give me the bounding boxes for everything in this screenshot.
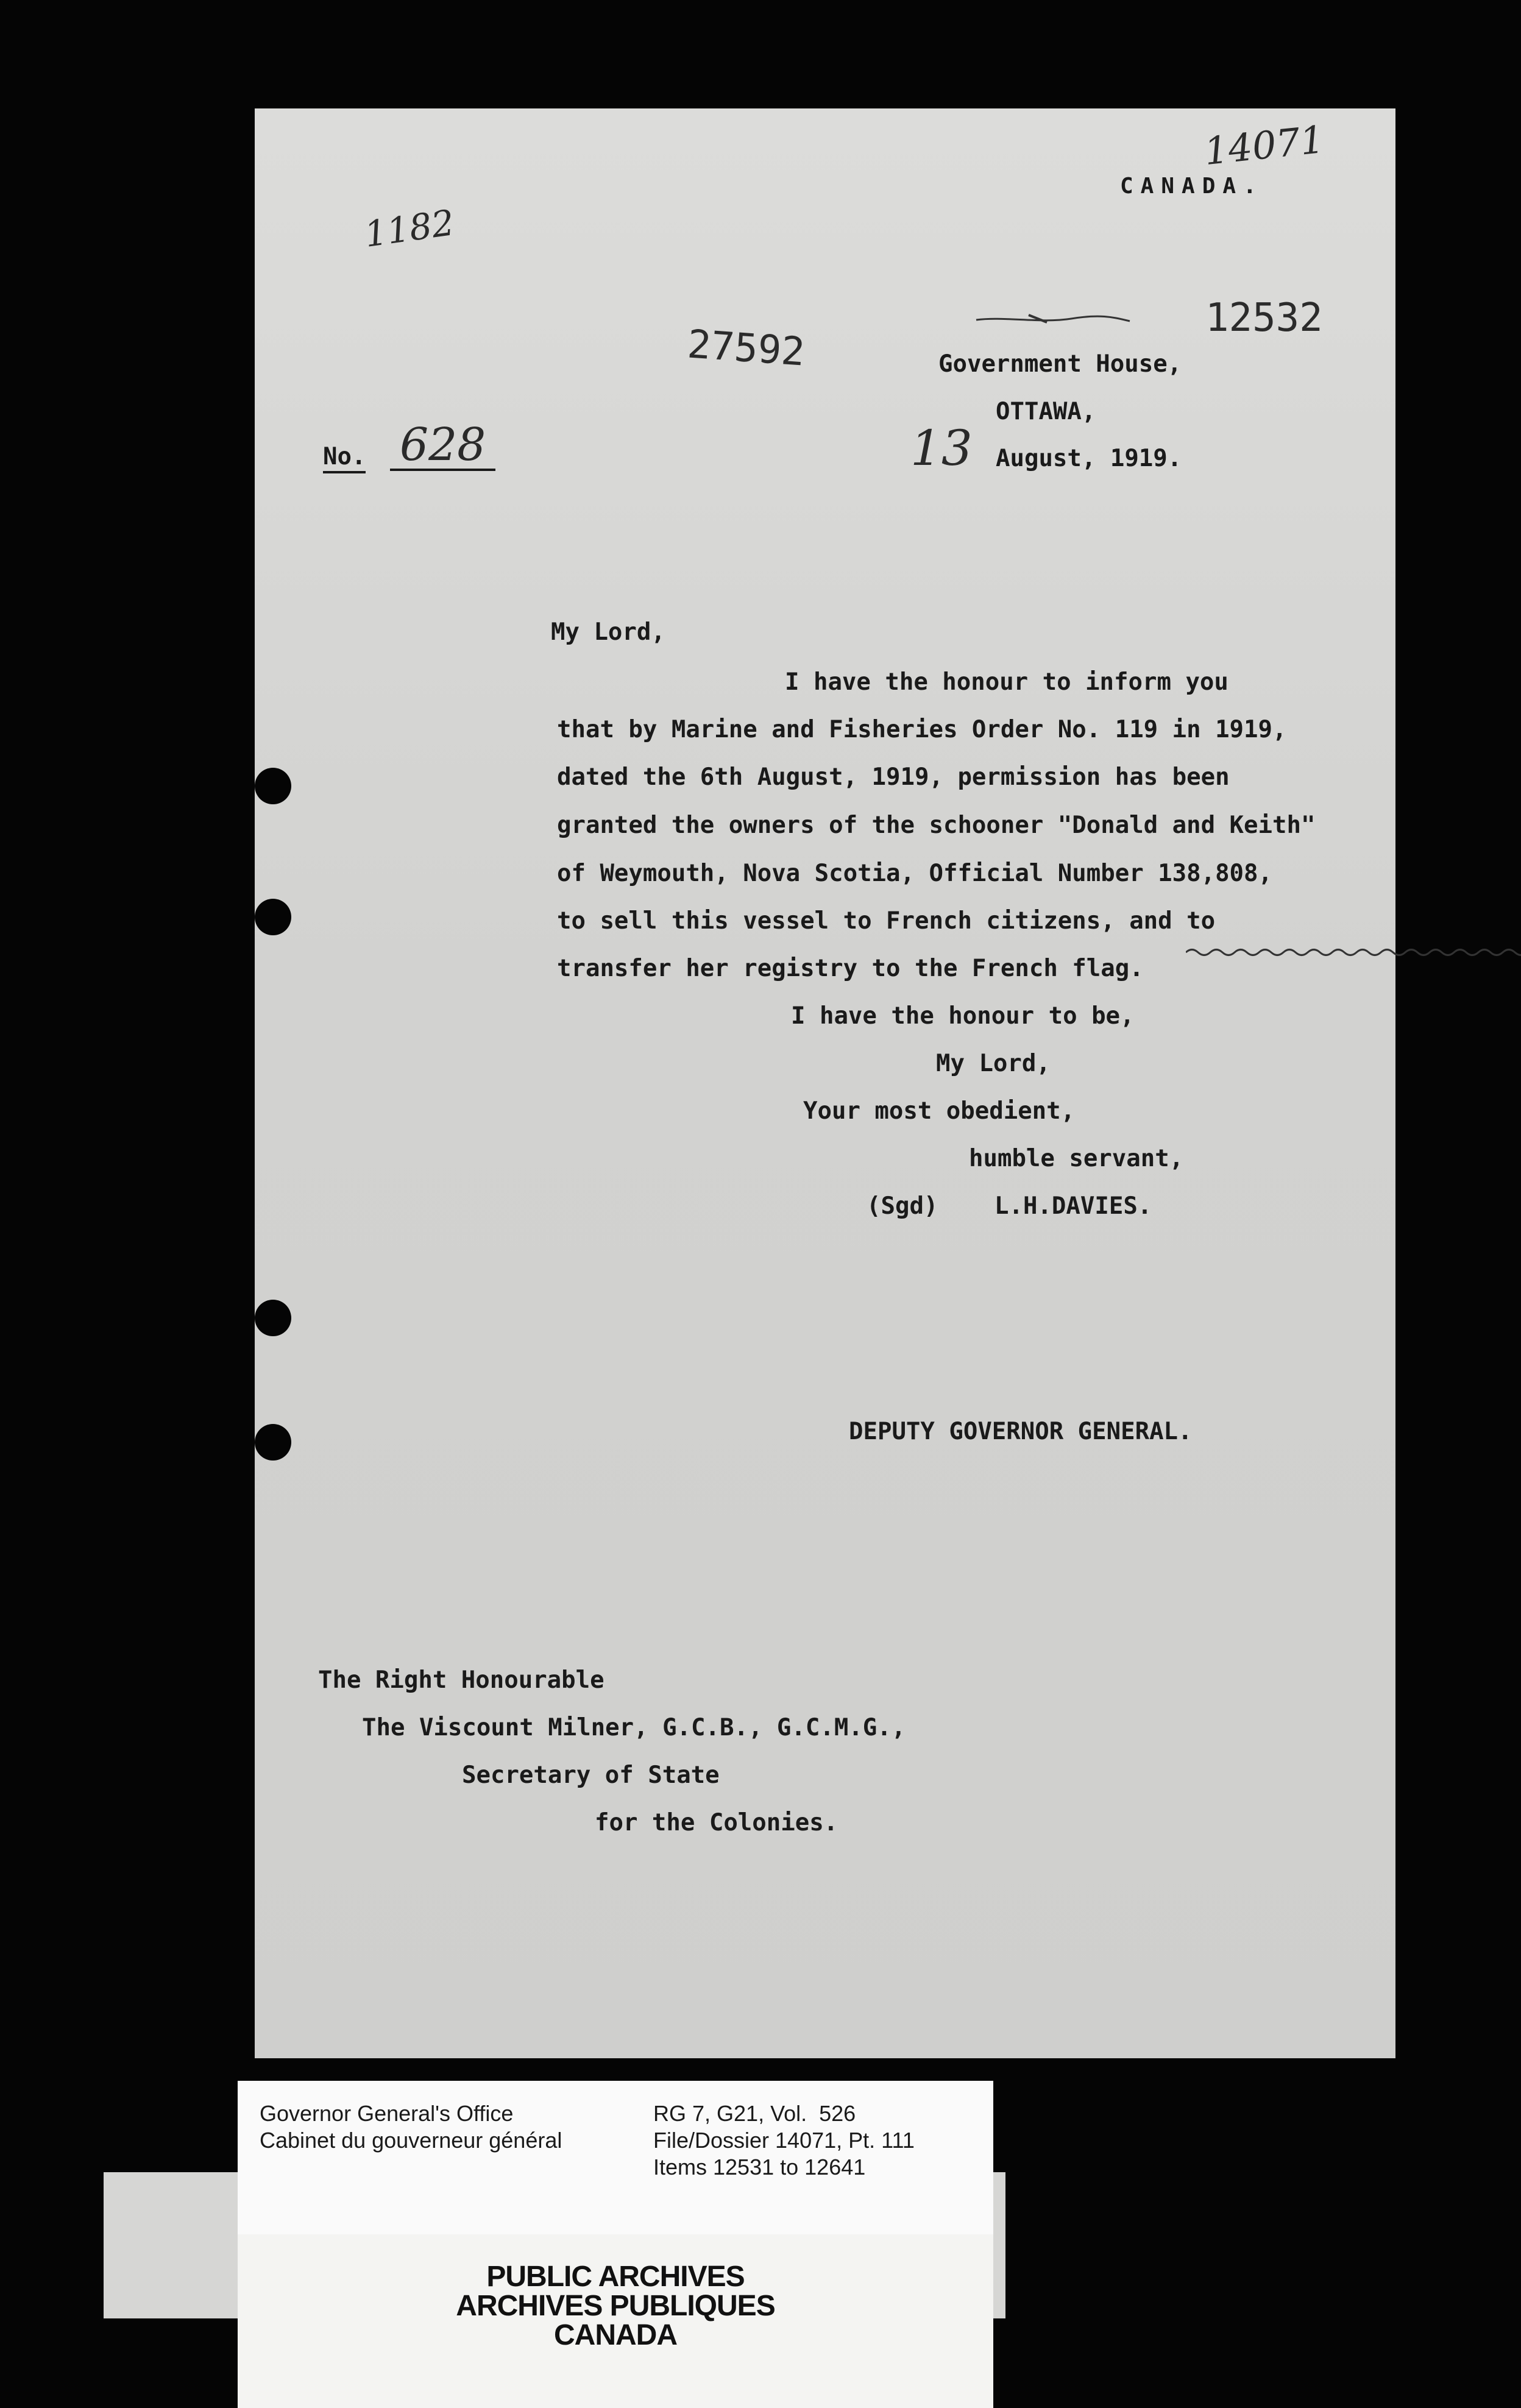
underline-mark bbox=[1186, 946, 1521, 959]
country-heading: CANADA. bbox=[1120, 174, 1264, 199]
closing-line: humble servant, bbox=[969, 1145, 1184, 1172]
stamped-number-right: 12532 bbox=[1205, 296, 1323, 341]
addressee-line: for the Colonies. bbox=[595, 1809, 838, 1836]
reference-number: RG 7, G21, Vol. 526 bbox=[653, 2101, 856, 2126]
signed-prefix: (Sgd) bbox=[867, 1192, 938, 1220]
salutation: My Lord, bbox=[551, 618, 665, 646]
handwritten-document-number: 628 bbox=[390, 422, 495, 471]
signer-title: DEPUTY GOVERNOR GENERAL. bbox=[849, 1418, 1193, 1445]
place-line-2: OTTAWA, bbox=[996, 398, 1096, 425]
handwritten-day: 13 bbox=[910, 420, 973, 476]
office-french: Cabinet du gouverneur général bbox=[260, 2128, 562, 2153]
body-line: dated the 6th August, 1919, permission has been bbox=[557, 763, 1230, 791]
punch-hole bbox=[255, 899, 291, 935]
number-label: No. bbox=[323, 445, 366, 473]
file-number: File/Dossier 14071, Pt. 111 bbox=[653, 2128, 915, 2153]
punch-hole bbox=[255, 768, 291, 804]
body-line: transfer her registry to the French flag. bbox=[557, 955, 1144, 982]
body-line: that by Marine and Fisheries Order No. 119 in 1919, bbox=[557, 716, 1287, 743]
place-line-1: Government House, bbox=[938, 350, 1182, 378]
item-range: Items 12531 to 12641 bbox=[653, 2155, 866, 2180]
ink-mark bbox=[974, 306, 1132, 331]
archive-reference-label bbox=[238, 2081, 993, 2234]
archives-line-3: CANADA bbox=[554, 2319, 677, 2351]
handwritten-reference-number: 1182 bbox=[361, 202, 457, 255]
body-line: granted the owners of the schooner "Donald and Keith" bbox=[557, 812, 1316, 839]
addressee-line: The Viscount Milner, G.C.B., G.C.M.G., bbox=[362, 1714, 906, 1741]
archives-line-1: PUBLIC ARCHIVES bbox=[486, 2261, 745, 2293]
addressee-line: Secretary of State bbox=[462, 1762, 720, 1789]
punch-hole bbox=[255, 1300, 291, 1336]
body-line: I have the honour to inform you bbox=[785, 668, 1228, 696]
punch-hole bbox=[255, 1424, 291, 1461]
addressee-line: The Right Honourable bbox=[318, 1666, 604, 1694]
body-line: to sell this vessel to French citizens, and to bbox=[557, 907, 1216, 935]
office-english: Governor General's Office bbox=[260, 2101, 514, 2126]
document-page bbox=[255, 108, 1395, 2058]
body-line: of Weymouth, Nova Scotia, Official Number 138,808, bbox=[557, 860, 1272, 887]
signer-name: L.H.DAVIES. bbox=[994, 1192, 1152, 1220]
date-line: August, 1919. bbox=[996, 445, 1182, 472]
handwritten-file-number: 14071 bbox=[1202, 116, 1327, 174]
closing-line: I have the honour to be, bbox=[791, 1002, 1135, 1030]
closing-line: My Lord, bbox=[936, 1050, 1051, 1077]
archives-line-2: ARCHIVES PUBLIQUES bbox=[456, 2290, 775, 2322]
public-archives-stamp bbox=[238, 2234, 993, 2408]
closing-line: Your most obedient, bbox=[803, 1097, 1076, 1125]
stamped-number-center: 27592 bbox=[686, 322, 807, 375]
